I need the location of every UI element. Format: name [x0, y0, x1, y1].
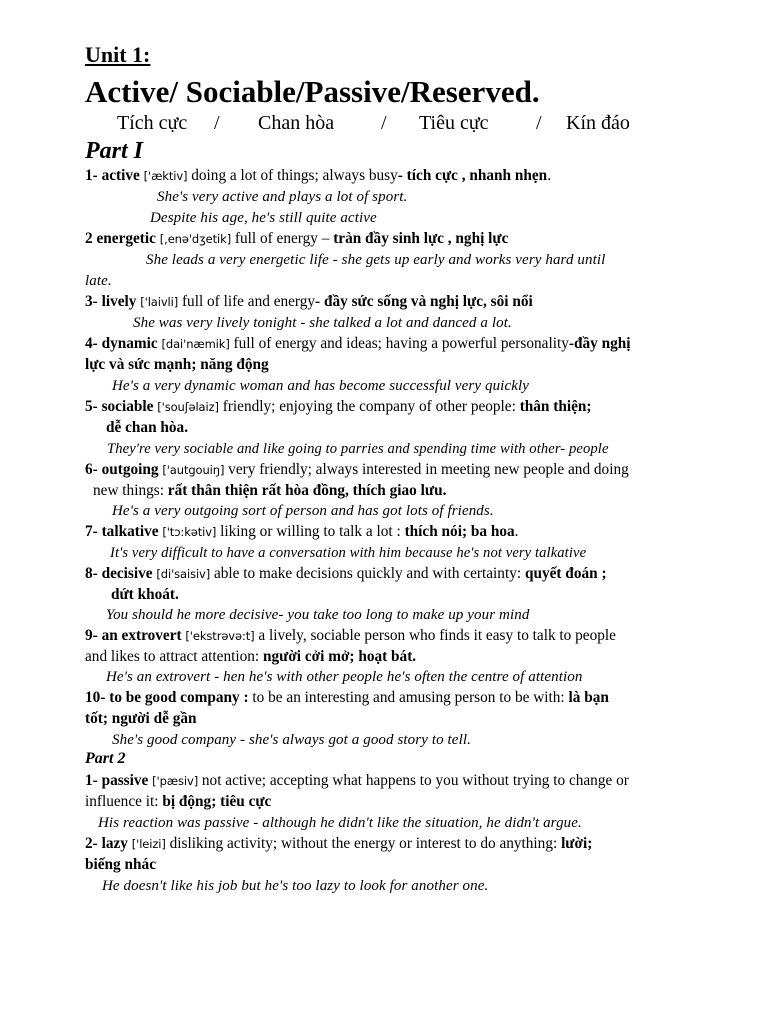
entry-translation: tràn đầy sinh lực , nghị lực: [333, 230, 509, 247]
example-sentence: He's a very outgoing sort of person and has got lots of friends.: [112, 503, 494, 519]
entry-translation: là bạn: [568, 689, 609, 706]
entry-translation: thích nói; ba hoa: [404, 523, 515, 540]
example-sentence: She's good company - she's always got a good story to tell.: [112, 732, 471, 748]
entry-translation: quyết đoán ;: [524, 565, 607, 582]
entry-pronunciation: ['autgouiŋ]: [162, 463, 225, 477]
entry-sociable: [85, 397, 592, 417]
example-sentence: He doesn't like his job but he's too lazy to look for another one.: [102, 878, 489, 894]
entry-definition: friendly; enjoying the company of other people:: [218, 398, 520, 415]
entry-extrovert: [85, 626, 616, 646]
entry-definition-continued: new things:: [93, 482, 168, 499]
entry-translation: bị động; tiêu cực: [162, 793, 272, 810]
entry-word: decisive: [101, 565, 153, 582]
entry-pronunciation: ['souʃəlaiz]: [157, 400, 219, 414]
entry-definition: very friendly; always interested in meeting new people and doing: [224, 461, 629, 478]
part-1-heading: Part I: [85, 138, 144, 164]
entry-good-company: [85, 688, 609, 708]
entry-pronunciation: [dai'næmik]: [161, 337, 230, 351]
entry-punctuation: .: [514, 523, 519, 540]
entry-pronunciation: ['tɔ:kətiv]: [162, 525, 217, 539]
example-sentence: Despite his age, he's still quite active: [150, 210, 377, 226]
entry-lazy: [85, 834, 592, 854]
entry-passive-continued: [85, 792, 271, 812]
unit-heading: Unit 1:: [85, 42, 151, 67]
entry-translation: - đầy sức sống và nghị lực, sôi nổi: [315, 293, 533, 310]
entry-decisive: [85, 564, 607, 584]
entry-pronunciation: ['leizi]: [131, 837, 166, 851]
entry-talkative: [85, 522, 518, 542]
entry-number: 5-: [85, 398, 102, 415]
example-sentence: He's a very dynamic woman and has become successful very quickly: [112, 378, 529, 394]
part-2-heading: Part 2: [85, 750, 126, 767]
entry-word: outgoing: [101, 461, 159, 478]
entry-energetic: [85, 229, 508, 249]
entry-pronunciation: [,enə'dʒetik]: [159, 232, 232, 246]
entry-definition: liking or willing to talk a lot :: [216, 523, 405, 540]
entry-number: 2: [85, 230, 97, 247]
entry-definition-continued: and likes to attract attention:: [85, 648, 263, 665]
example-sentence: She leads a very energetic life - she gets up early and works very hard until: [146, 252, 606, 268]
entry-definition: able to make decisions quickly and with certainty:: [210, 565, 525, 582]
entry-number: 7-: [85, 523, 102, 540]
entry-number: 3-: [85, 293, 102, 310]
example-sentence: He's an extrovert - hen he's with other people he's often the centre of attention: [106, 669, 583, 685]
example-sentence-continued: late.: [85, 273, 112, 289]
example-sentence: She was very lively tonight - she talked a lot and danced a lot.: [133, 315, 512, 331]
entry-word: an extrovert: [101, 627, 182, 644]
entry-definition: not active; accepting what happens to you without trying to change or: [198, 772, 629, 789]
entry-number: 9-: [85, 627, 102, 644]
entry-outgoing-continued: [93, 481, 446, 501]
entry-dynamic: [85, 334, 630, 354]
example-sentence: You should he more decisive- you take too long to make up your mind: [106, 607, 530, 623]
entry-extrovert-continued: [85, 647, 416, 667]
entry-number: 8-: [85, 565, 102, 582]
entry-translation-continued: biếng nhác: [85, 856, 156, 873]
entry-translation-continued: dứt khoát.: [111, 586, 179, 603]
entry-translation-continued: tốt; người dễ gần: [85, 710, 197, 727]
subtitle-separator-1: /: [214, 112, 220, 134]
example-sentence: She's very active and plays a lot of sport.: [157, 189, 408, 205]
entry-word: sociable: [101, 398, 154, 415]
entry-definition: full of life and energy: [178, 293, 316, 310]
subtitle-word-4: Kín đáo: [566, 112, 630, 134]
entry-definition: to be an interesting and amusing person to be with:: [248, 689, 569, 706]
entry-definition-continued: influence it:: [85, 793, 163, 810]
entry-word: to be good company :: [109, 689, 249, 706]
entry-passive: [85, 771, 629, 791]
entry-pronunciation: ['ekstrəvə:t]: [185, 629, 255, 643]
entry-translation-continued: dễ chan hòa.: [106, 419, 189, 436]
entry-translation: người cởi mở; hoạt bát.: [262, 648, 417, 665]
entry-translation: thân thiện;: [519, 398, 592, 415]
entry-word: dynamic: [101, 335, 158, 352]
page-title: Active/ Sociable/Passive/Reserved.: [85, 74, 540, 109]
subtitle-separator-2: /: [381, 112, 387, 134]
entry-word: lively: [101, 293, 137, 310]
entry-word: talkative: [101, 523, 159, 540]
entry-definition: disliking activity; without the energy or interest to do anything:: [165, 835, 562, 852]
subtitle-word-1: Tích cực: [117, 112, 188, 134]
entry-word: lazy: [101, 835, 128, 852]
entry-definition: full of energy and ideas; having a powerful personality: [229, 335, 569, 352]
entry-translation-continued: lực và sức mạnh; năng động: [85, 356, 269, 373]
entry-punctuation: .: [547, 167, 552, 184]
entry-translation: lười;: [561, 835, 593, 852]
entry-number: 1-: [85, 772, 102, 789]
entry-definition: full of energy –: [231, 230, 334, 247]
entry-pronunciation: ['æktiv]: [143, 169, 188, 183]
entry-outgoing: [85, 460, 629, 480]
entry-number: 10-: [85, 689, 110, 706]
entry-pronunciation: ['pæsiv]: [152, 774, 199, 788]
example-sentence: His reaction was passive - although he didn't like the situation, he didn't argue.: [98, 815, 582, 831]
entry-word: passive: [101, 772, 149, 789]
entry-translation: rất thân thiện rất hòa đồng, thích giao lưu.: [167, 482, 447, 499]
entry-definition: a lively, sociable person who finds it easy to talk to people: [254, 627, 616, 644]
entry-word: active: [101, 167, 140, 184]
entry-number: 6-: [85, 461, 102, 478]
subtitle-separator-3: /: [536, 112, 542, 134]
subtitle-word-2: Chan hòa: [258, 112, 335, 134]
entry-number: 2-: [85, 835, 102, 852]
entry-definition: doing a lot of things; always busy: [187, 167, 398, 184]
entry-translation: -đầy nghị: [568, 335, 631, 352]
entry-lively: [85, 292, 533, 312]
entry-pronunciation: [di'saisiv]: [156, 567, 211, 581]
entry-active: [85, 166, 551, 186]
subtitle-word-3: Tiêu cực: [419, 112, 489, 134]
entry-translation: - tích cực , nhanh nhẹn: [397, 167, 548, 184]
example-sentence: They're very sociable and like going to parries and spending time with other- people: [107, 441, 609, 457]
entry-pronunciation: ['laivli]: [140, 295, 179, 309]
entry-word: energetic: [96, 230, 156, 247]
example-sentence: It's very difficult to have a conversation with him because he's not very talkative: [110, 545, 587, 561]
entry-number: 4-: [85, 335, 102, 352]
entry-number: 1-: [85, 167, 102, 184]
